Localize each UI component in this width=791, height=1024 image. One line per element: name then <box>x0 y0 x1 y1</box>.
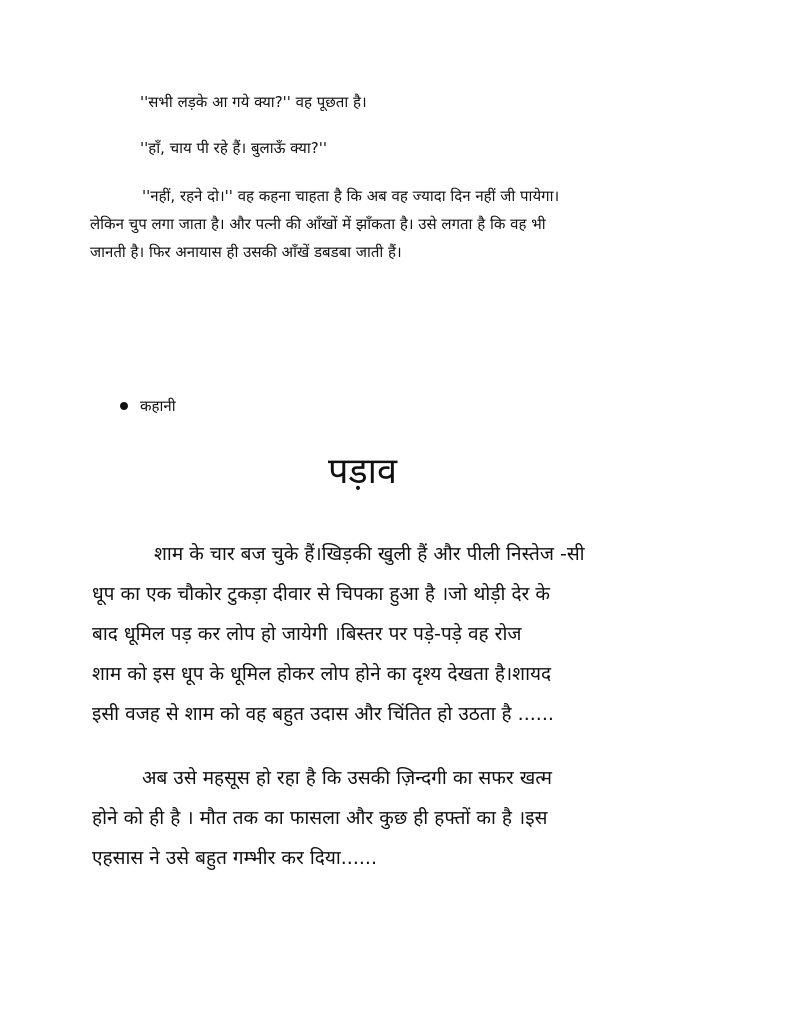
dialogue-line-question: ''सभी लड़के आ गये क्या?'' वह पूछता है। <box>140 93 367 111</box>
story-line: बाद धूमिल पड़ कर लोप हो जायेगी ।बिस्तर पर पड़े-पड़े वह रोज <box>92 623 522 645</box>
paragraph-line: लेकिन चुप लगा जाता है। और पत्नी की आँखों में झाँकता है। उसे लगता है कि वह भी <box>90 215 546 233</box>
story-line: अब उसे महसूस हो रहा है कि उसकी ज़िन्दगी का सफर खत्म <box>142 767 552 789</box>
story-title <box>0 450 725 494</box>
story-paragraph-2 <box>92 758 702 878</box>
dialogue-paragraph <box>90 182 690 266</box>
story-title-text: पड़ाव <box>327 451 398 492</box>
story-line: होने को ही है । मौत तक का फासला और कुछ ही हफ्तों का है ।इस <box>92 807 548 829</box>
story-line: धूप का एक चौकोर टुकड़ा दीवार से चिपका हुआ है ।जो थोड़ी देर के <box>92 583 550 605</box>
paragraph-line: जानती है। फिर अनायास ही उसकी आँखें डबडबा जाती हैं। <box>90 243 402 261</box>
bullet-icon <box>120 402 128 410</box>
section-label-text: कहानी <box>140 397 176 415</box>
story-line: शाम के चार बज चुके हैं।खिड़की खुली हैं और पीली निस्तेज -सी <box>154 543 585 565</box>
story-paragraph-1 <box>92 534 702 734</box>
story-line: इसी वजह से शाम को वह बहुत उदास और चिंतित हो उठता है ...... <box>92 703 554 725</box>
section-label <box>120 396 176 416</box>
story-line: शाम को इस धूप के धूमिल होकर लोप होने का दृश्य देखता है।शायद <box>92 663 552 685</box>
paragraph-line: ''नहीं, रहने दो।'' वह कहना चाहता है कि अब वह ज्यादा दिन नहीं जी पायेगा। <box>142 187 560 205</box>
dialogue-line-answer: ''हाँ, चाय पी रहे हैं। बुलाऊँ क्या?'' <box>140 139 327 157</box>
story-line: एहसास ने उसे बहुत गम्भीर कर दिया...... <box>92 847 378 869</box>
